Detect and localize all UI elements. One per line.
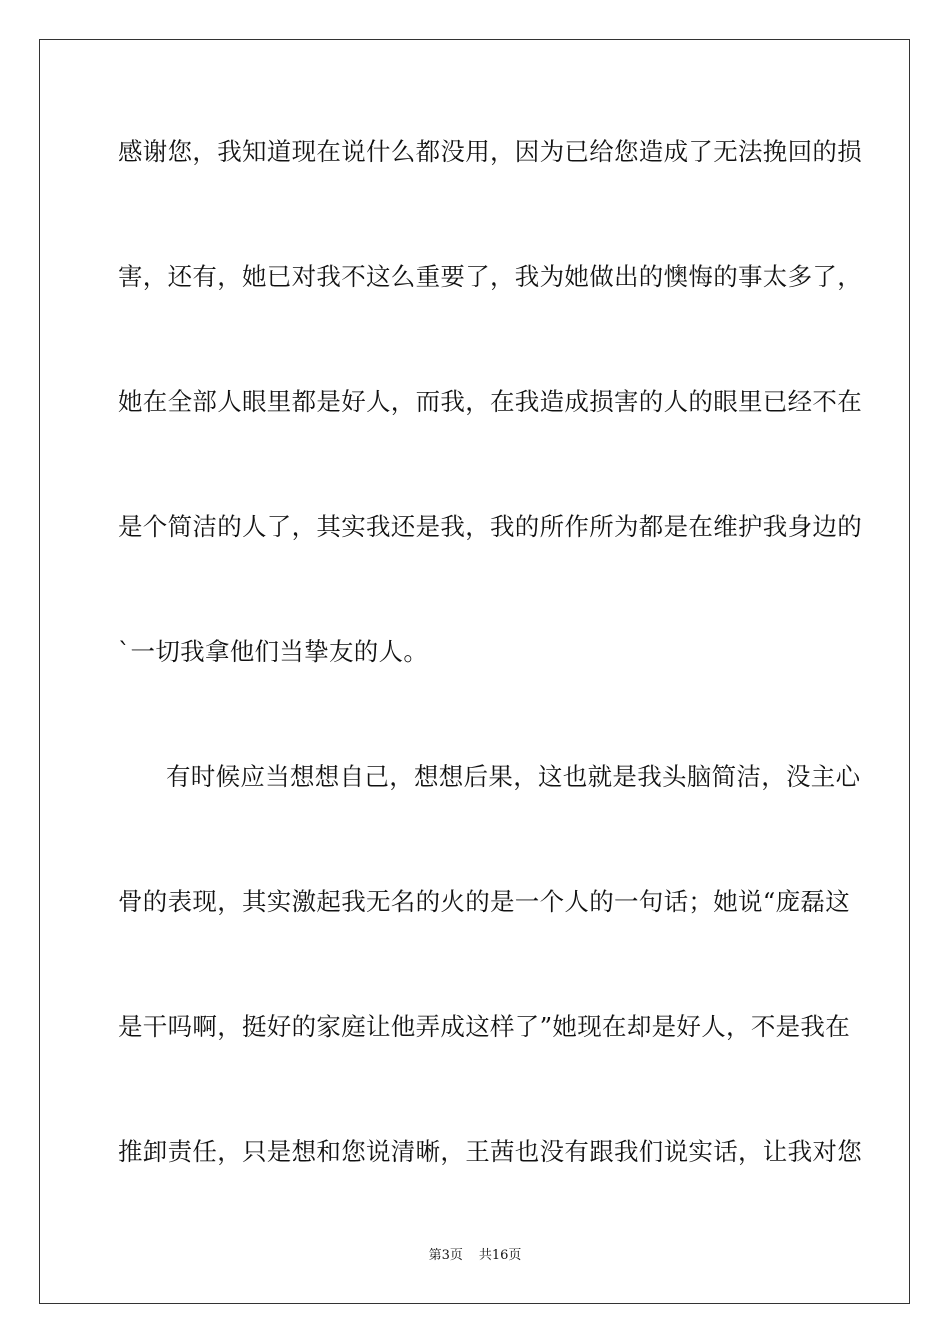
- body-text-line-2: 害，还有，她已对我不这么重要了，我为她做出的懊悔的事太多了，: [118, 262, 862, 291]
- page-number: 第3页: [428, 1248, 463, 1263]
- body-text-line-8: 是干吗啊，挺好的家庭让他弄成这样了”她现在却是好人，不是我在: [118, 1012, 851, 1041]
- body-text-line-5: `一切我拿他们当挚友的人。: [118, 637, 429, 666]
- body-text-line-6: 有时候应当想想自己，想想后果，这也就是我头脑简洁，没主心: [166, 762, 861, 791]
- page-footer: [0, 1248, 950, 1264]
- body-text-line-1: 感谢您，我知道现在说什么都没用，因为已给您造成了无法挽回的损: [118, 137, 862, 166]
- body-text-line-9: 推卸责任，只是想和您说清晰，王茜也没有跟我们说实话，让我对您: [118, 1137, 862, 1166]
- body-text-line-7: 骨的表现，其实激起我无名的火的是一个人的一句话；她说“庞磊这: [118, 887, 851, 916]
- total-pages: 共16页: [478, 1248, 522, 1263]
- body-text-line-3: 她在全部人眼里都是好人，而我，在我造成损害的人的眼里已经不在: [118, 387, 862, 416]
- page-border: [39, 39, 910, 1304]
- body-text-line-4: 是个简洁的人了，其实我还是我，我的所作所为都是在维护我身边的: [118, 512, 862, 541]
